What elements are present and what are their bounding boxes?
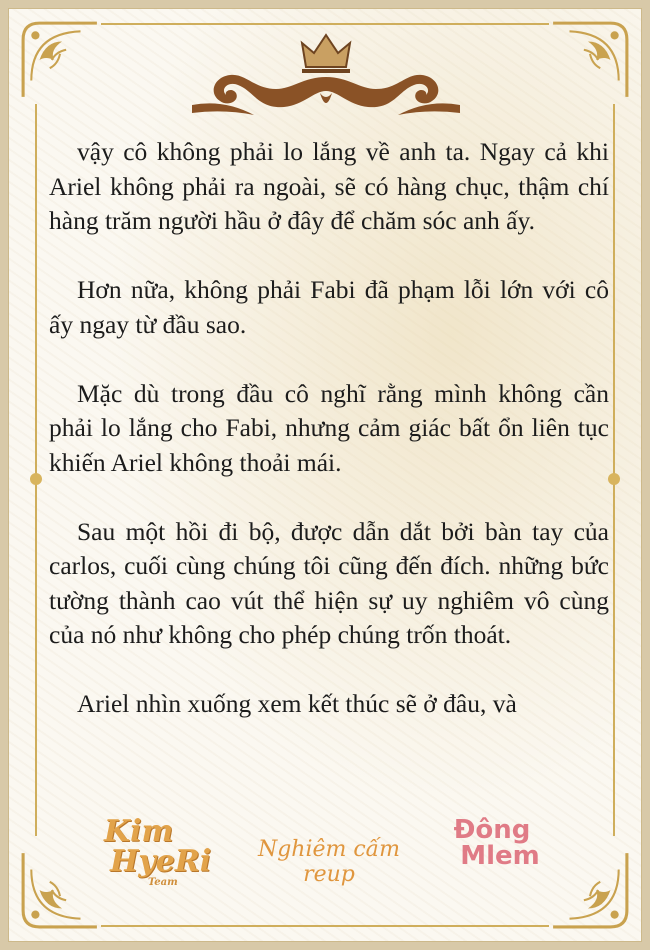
corner-flourish-icon	[19, 19, 101, 101]
frame-bottom-line	[101, 925, 549, 927]
page	[8, 8, 642, 942]
paragraph: Mặc dù trong đầu cô nghĩ rằng mình không cần phải lo lắng cho Fabi, nhưng cảm giác bất ổn liên tục khiến Ariel không thoải mái.	[49, 378, 609, 477]
paragraph: Ariel nhìn xuống xem kết thúc sẽ ở đâu, và	[77, 689, 517, 718]
paragraph: Hơn nữa, không phải Fabi đã phạm lỗi lớn với cô ấy ngay từ đầu sao.	[49, 275, 609, 339]
footer	[9, 811, 641, 891]
logo-line: Mlem	[460, 841, 540, 871]
kim-hyeri-logo	[104, 814, 212, 893]
frame-top-line	[101, 23, 549, 25]
side-diamond-icon	[29, 472, 43, 486]
paragraph: Sau một hồi đi bộ, được dẫn dắt bởi bàn tay của carlos, cuối cùng chúng tôi cũng đến đích. những bức tường thành cao vút thể hiện sự uy nghiêm vô cùng của nó như không cho phép chúng trốn thoát.	[49, 516, 609, 649]
side-diamond-icon	[607, 472, 621, 486]
dong-mlem-logo	[437, 817, 547, 887]
story-text	[49, 135, 609, 756]
logo-line: Kim	[104, 814, 174, 849]
logo-line: HyeRi	[110, 844, 212, 879]
paragraph: vậy cô không phải lo lắng về anh ta. Ngay cả khi Ariel không phải ra ngoài, sẽ có hàng chục, thậm chí hàng trăm người hầu ở đây để chăm sóc anh ấy.	[49, 137, 609, 235]
logo-line: Team	[148, 877, 178, 888]
crown-ornament-icon	[184, 29, 468, 129]
logo-line: Đông	[453, 815, 531, 845]
no-reup-notice: Nghiêm cấm reup	[257, 837, 401, 887]
corner-flourish-icon	[549, 19, 631, 101]
